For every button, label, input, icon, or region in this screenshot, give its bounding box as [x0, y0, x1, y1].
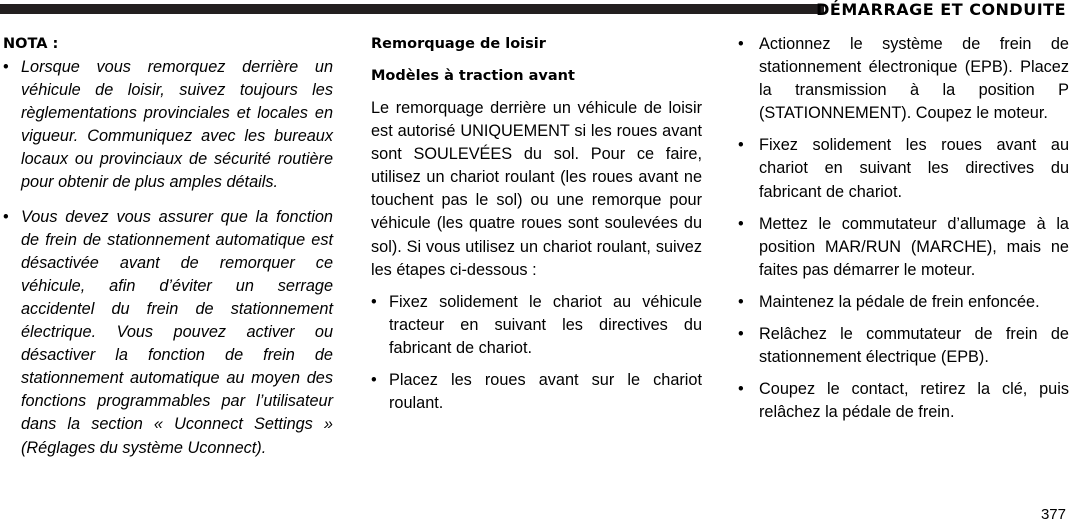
bullet-icon: •	[371, 292, 377, 311]
list-item-text: Mettez le commutateur d’allumage à la position MAR/RUN (MARCHE), mais ne faites pas démarrer le moteur.	[759, 214, 1069, 279]
list-item-text: Lorsque vous remorquez derrière un véhicule de loisir, suivez toujours les règlementations provinciales et locales en vigueur. Communiquez avec les bureaux locaux ou provinciaux de sécurité routière pour obtenir de plus amples détails.	[21, 58, 333, 192]
section-heading: Remorquage de loisir	[371, 36, 546, 52]
bullet-icon: •	[738, 136, 744, 155]
page-number: 377	[1040, 506, 1066, 523]
list-item	[738, 213, 1069, 282]
header-rule	[0, 4, 824, 14]
list-item-text: Maintenez la pédale de frein enfoncée.	[759, 292, 1040, 311]
list-item-text: Fixez solidement les roues avant au chariot en suivant les directives du fabricant de chariot.	[759, 136, 1069, 201]
list-item	[3, 206, 333, 460]
section-title: DÉMARRAGE ET CONDUITE	[816, 0, 1066, 19]
bullet-icon: •	[738, 380, 744, 399]
list-item-text: Placez les roues avant sur le chariot roulant.	[389, 371, 702, 413]
list-item	[3, 56, 333, 195]
body-paragraph: Le remorquage derrière un véhicule de loisir est autorisé UNIQUEMENT si les roues avant sont SOULEVÉES du sol. Pour ce faire, utilisez un chariot roulant (les roues avant ne touchent pas le sol) ou une remorque pour véhicule (les quatre roues sont soulevées du sol). Si vous utilisez un chariot roulant, suivez les étapes ci-dessous :	[371, 99, 702, 279]
column-right	[738, 33, 1069, 433]
subsection-heading: Modèles à traction avant	[371, 68, 575, 84]
list-item	[738, 323, 1069, 369]
list-item	[738, 378, 1069, 424]
bullet-icon: •	[371, 371, 377, 390]
list-item	[371, 369, 702, 415]
list-item-text: Relâchez le commutateur de frein de stationnement électrique (EPB).	[759, 325, 1069, 367]
nota-label: NOTA :	[3, 36, 59, 52]
list-item-text: Coupez le contact, retirez la clé, puis relâchez la pédale de frein.	[759, 380, 1069, 422]
list-item-text: Vous devez vous assurer que la fonction de frein de stationnement automatique est désactivée avant de remorquer ce véhicule, afin d’éviter un serrage accidentel du frein de stationnement électrique. Vous pouvez activer ou désactiver la fonction de frein de stationnement automatique au moyen des fonctions programmables par l’utilisateur dans la section « Uconnect Settings » (Réglages du système Uconnect).	[21, 207, 333, 457]
list-item	[371, 291, 702, 360]
column-middle	[371, 33, 702, 424]
list-item	[738, 134, 1069, 203]
bullet-icon: •	[738, 325, 744, 344]
bullet-icon: •	[3, 58, 9, 76]
bullet-icon: •	[738, 214, 744, 233]
list-item-text: Fixez solidement le chariot au véhicule tracteur en suivant les directives du fabricant de chariot.	[389, 292, 702, 357]
steps-list	[371, 291, 702, 415]
bullet-icon: •	[738, 35, 744, 53]
list-item-text: Actionnez le système de frein de stationnement électronique (EPB). Placez la transmission à la position P (STATIONNEMENT). Coupez le moteur.	[759, 35, 1069, 123]
nota-list	[3, 56, 333, 460]
bullet-icon: •	[738, 292, 744, 311]
list-item	[738, 291, 1069, 314]
bullet-icon: •	[3, 207, 9, 226]
column-left	[3, 33, 333, 471]
steps-list-continued	[738, 33, 1069, 424]
list-item	[738, 33, 1069, 125]
